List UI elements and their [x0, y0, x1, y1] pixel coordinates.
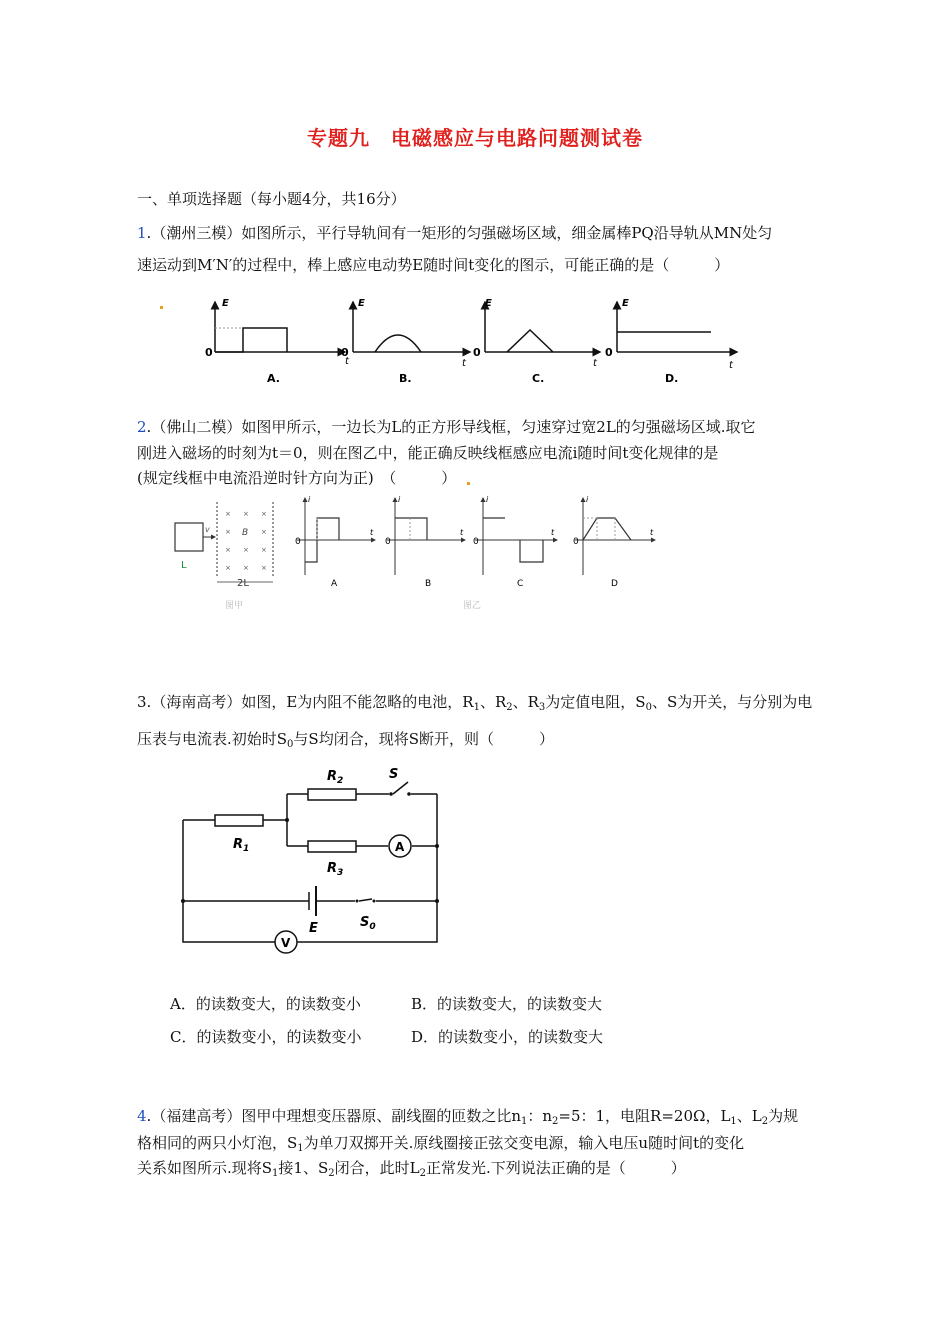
q3-text-f: 压表与电流表.初始时S [137, 730, 288, 748]
q2-graph-c [473, 495, 557, 589]
q2-velocity-label: v [205, 525, 210, 534]
q1-graph-a [205, 298, 350, 385]
q4-sub-l2: 2 [761, 1116, 769, 1127]
q4-sub-l2b: 2 [419, 1168, 426, 1179]
q1-number: 1 [137, 224, 147, 242]
label-r1: $R_1$ [233, 837, 250, 854]
label-r3: $R_3$ [327, 861, 344, 878]
q1-graph-c-label: C. [532, 372, 545, 385]
q2-graph-b-ylabel: i [398, 495, 401, 504]
q2-graph-a-origin: 0 [295, 537, 301, 547]
q4-text-i: 接1、S [278, 1159, 329, 1177]
svg-text:×: × [261, 528, 267, 536]
q3-text-g: 与S均闭合，现将S断开，则（ ） [293, 730, 554, 748]
q3-line1 [137, 692, 812, 718]
q2-fig-jia [175, 502, 273, 611]
q3-option-a[interactable]: A．的读数变大，的读数变小 [170, 995, 361, 1013]
svg-text:×: × [261, 564, 267, 572]
q1-graph-c-origin: 0 [473, 346, 481, 359]
label-switch-s: S [389, 767, 399, 782]
q2-graph-a-ylabel: i [308, 495, 311, 504]
q2-field-label: B [242, 528, 249, 538]
q4-text-d: 、L [736, 1107, 762, 1125]
label-r2: $R_2$ [327, 769, 344, 786]
q1-graph-c-ylabel: E [485, 298, 492, 309]
svg-text:×: × [243, 510, 249, 518]
q1-text1: .（潮州三模）如图所示，平行导轨间有一矩形的匀强磁场区域，细金属棒PQ沿导轨从MN处匀 [146, 224, 773, 242]
q1-graph-d-ylabel: E [622, 298, 629, 309]
q1-graph-d-xlabel: t [729, 360, 733, 371]
q2-graph-b-origin: 0 [385, 537, 391, 547]
q2-graph-d [573, 495, 655, 589]
q4-text-b: ：n [527, 1107, 553, 1125]
q3-sub-2: 2 [506, 702, 513, 713]
q2-graph-c-origin: 0 [473, 537, 479, 547]
q3-text-d: 为定值电阻，S [545, 693, 646, 711]
q3-line2 [137, 729, 554, 755]
q3-text-e: 、S为开关，与分别为电 [651, 693, 813, 711]
q3-option-b[interactable]: B．的读数变大，的读数变大 [411, 995, 603, 1013]
q3-sub-1: 1 [473, 702, 480, 713]
q1-graph-a-label: A. [267, 372, 280, 385]
svg-text:×: × [225, 564, 231, 572]
q1-graph-d-label: D. [665, 372, 679, 385]
q4-sub-s1: 1 [297, 1143, 304, 1154]
q4-sub-n2: 2 [552, 1116, 559, 1127]
q2-graph-c-label: C [517, 579, 524, 589]
q1-graph-b-ylabel: E [358, 298, 365, 309]
label-switch-s0: $S_0$ [360, 915, 376, 932]
q1-graph-b-xlabel: t [462, 358, 466, 369]
q1-graph-c-xlabel: t [593, 358, 597, 369]
q4-text-e: 为规 [768, 1107, 799, 1125]
q3-option-d[interactable]: D．的读数变小，的读数变大 [411, 1028, 604, 1046]
q1-graph-d-origin: 0 [605, 346, 613, 359]
q2-graph-b-xlabel: t [460, 528, 464, 537]
q1-line1 [137, 223, 772, 243]
q4-sub-n1: 1 [520, 1116, 528, 1127]
q4-text-c: =5：1，电阻R=20Ω，L [558, 1107, 731, 1125]
q2-number: 2 [137, 418, 147, 436]
q4-text-j: 闭合，此时L [334, 1159, 420, 1177]
q2-caption-jia: 图甲 [225, 601, 244, 611]
q2-line2: 刚进入磁场的时刻为t＝0，则在图乙中，能正确反映线框感应电流i随时间t变化规律的是 [137, 444, 719, 462]
q2-side-label: L [181, 560, 187, 571]
svg-text:×: × [261, 546, 267, 554]
q4-text-a: .（福建高考）图甲中理想变压器原、副线圈的匝数之比n [146, 1107, 521, 1125]
q4-line3 [137, 1158, 686, 1184]
q4-sub-l1: 1 [730, 1116, 737, 1127]
q3-number: 3 [137, 693, 147, 711]
svg-text:×: × [225, 528, 231, 536]
q2-graph-a-xlabel: t [370, 528, 374, 537]
svg-text:×: × [225, 546, 231, 554]
q3-option-c[interactable]: C．的读数变小，的读数变小 [170, 1028, 362, 1046]
section-heading: 一、单项选择题（每小题4分，共16分） [137, 190, 406, 208]
q2-graph-c-ylabel: i [486, 495, 489, 504]
q1-graph-a-ylabel: E [222, 298, 229, 309]
svg-text:×: × [225, 510, 231, 518]
q1-graph-c [473, 298, 600, 385]
q2-text1: .（佛山二模）如图甲所示，一边长为L的正方形导线框，匀速穿过宽2L的匀强磁场区域.取它 [146, 418, 756, 436]
q4-line1 [137, 1106, 798, 1132]
q3-circuit [175, 760, 450, 955]
q2-graph-b [385, 495, 465, 589]
q2-graph-c-xlabel: t [551, 528, 555, 537]
q2-graph-a [295, 495, 375, 589]
page-title: 专题九 电磁感应与电路问题测试卷 [307, 126, 643, 150]
q3-sub-0: 0 [645, 702, 652, 713]
q4-number: 4 [137, 1107, 147, 1125]
q4-text-k: 正常发光.下列说法正确的是（ ） [425, 1159, 686, 1177]
ammeter-icon: A [395, 840, 405, 854]
q4-text-g: 为单刀双掷开关.原线圈接正弦交变电源，输入电压u随时间t的变化 [303, 1134, 745, 1152]
svg-text:×: × [243, 564, 249, 572]
mark-dot [467, 482, 470, 485]
q3-sub-3: 3 [538, 702, 546, 713]
label-battery-e: E [309, 921, 318, 936]
q1-line2: 速运动到M′N′的过程中，棒上感应电动势E随时间t变化的图示，可能正确的是（ ） [137, 256, 730, 274]
q1-graph-d [605, 298, 737, 385]
q1-graph-a-origin: 0 [205, 346, 213, 359]
q1-graph-b-origin: 0 [341, 346, 349, 359]
q3-text-b: 、R [479, 693, 507, 711]
q2-graph-d-ylabel: i [586, 495, 589, 504]
q1-graph-b [341, 298, 470, 385]
mark-dot [160, 306, 163, 309]
q4-sub-s2: 2 [328, 1168, 335, 1179]
q2-figure [165, 490, 665, 615]
q2-graph-b-label: B [425, 579, 432, 589]
q2-graph-d-label: D [611, 579, 618, 589]
q2-graph-d-xlabel: t [650, 528, 654, 537]
q2-graph-a-label: A [331, 579, 338, 589]
q2-line3: (规定线框中电流沿逆时针方向为正) （ ） [137, 469, 457, 487]
svg-text:×: × [243, 546, 249, 554]
svg-text:×: × [261, 510, 267, 518]
q3-text-c: 、R [512, 693, 539, 711]
voltmeter-icon: V [281, 936, 291, 950]
q4-text-f: 格相同的两只小灯泡，S [137, 1134, 298, 1152]
q4-text-h: 关系如图所示.现将S [137, 1159, 273, 1177]
q4-line2 [137, 1133, 744, 1159]
q1-figure [195, 290, 755, 390]
q2-graph-d-origin: 0 [573, 537, 579, 547]
q2-caption-yi: 图乙 [463, 601, 482, 611]
q3-text-a: .（海南高考）如图，E为内阻不能忽略的电池，R [146, 693, 474, 711]
q4-sub-s1b: 1 [272, 1168, 279, 1179]
q1-graph-a-xlabel: t [345, 356, 349, 367]
q2-width-label: 2L [237, 578, 249, 589]
q3-sub-0b: 0 [287, 739, 294, 750]
q2-line1 [137, 417, 756, 437]
q1-graph-b-label: B. [399, 372, 412, 385]
